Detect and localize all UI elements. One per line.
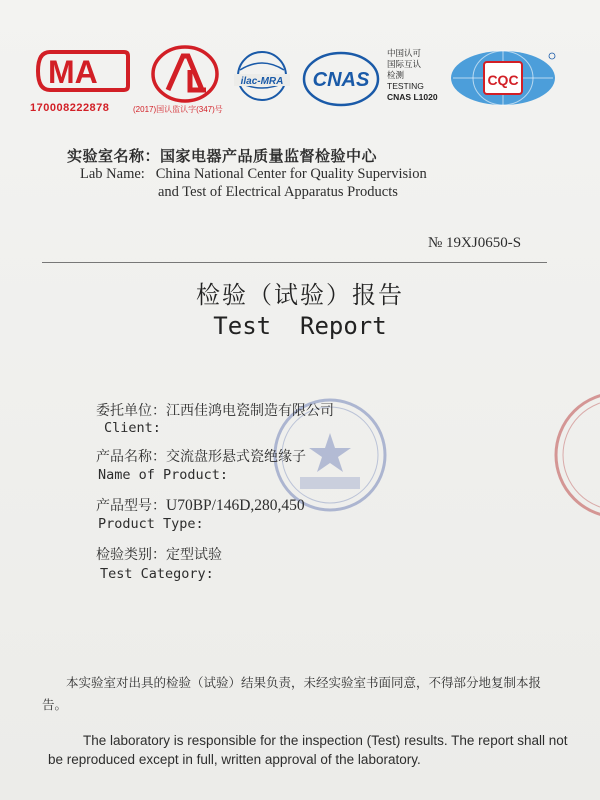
cal-number: (2017)国认监认字(347)号	[133, 105, 223, 114]
type-label-en: Product Type:	[98, 516, 204, 532]
svg-text:CNAS: CNAS	[312, 69, 370, 91]
client-row	[96, 400, 334, 420]
client-value: 江西佳鸿电瓷制造有限公司	[166, 403, 334, 419]
accreditation-logos	[0, 38, 600, 118]
cnas-logo-icon	[302, 50, 380, 108]
cma-logo-icon	[32, 46, 132, 96]
product-label-en: Name of Product:	[98, 467, 229, 483]
type-row	[96, 495, 305, 515]
svg-text:MA: MA	[48, 54, 98, 90]
cma-number: 170008222878	[30, 102, 110, 114]
client-label-en: Client:	[104, 420, 161, 436]
type-label-cn: 产品型号：	[96, 498, 166, 514]
type-value: U70BP/146D,280,450	[166, 497, 305, 514]
report-title-en: Test Report	[213, 312, 387, 340]
lab-name-en-line2: and Test of Electrical Apparatus Products	[158, 184, 398, 200]
product-label-cn: 产品名称：	[96, 449, 166, 465]
cnas-caption-line: TESTING	[387, 81, 424, 91]
disclaimer-cn: 本实验室对出具的检验（试验）结果负责，未经实验室书面同意，不得部分地复制本报告。	[42, 675, 542, 712]
product-value: 交流盘形悬式瓷绝缘子	[166, 449, 306, 465]
disclaimer-en: The laboratory is responsible for the inspection (Test) results. The report shall not be reproduced except in full, written approval of the laboratory.	[48, 733, 568, 767]
cqc-globe-logo-icon	[448, 48, 558, 108]
cnas-caption-line: CNAS L1020	[387, 92, 438, 102]
svg-text:CQC: CQC	[487, 72, 519, 88]
ilac-mra-logo-icon	[228, 48, 296, 110]
cnas-caption-line: 中国认可	[387, 48, 422, 58]
cnas-caption-line: 国际互认	[387, 59, 422, 69]
cnas-caption-line: 检测	[387, 70, 405, 80]
cal-logo-icon	[150, 44, 220, 104]
category-value: 定型试验	[166, 547, 222, 563]
lab-name-en-line1: Lab Name: China National Center for Quality Supervision	[80, 166, 427, 182]
category-label-cn: 检验类别：	[96, 547, 166, 563]
category-label-en: Test Category:	[100, 566, 214, 582]
divider	[42, 262, 547, 263]
cnas-caption	[387, 48, 438, 103]
product-row	[96, 446, 306, 466]
report-number: № 19XJ0650-S	[428, 235, 522, 251]
category-row	[96, 544, 222, 564]
report-title-cn: 检验（试验）报告	[196, 281, 404, 309]
lab-name-cn: 实验室名称：国家电器产品质量监督检验中心	[67, 147, 378, 165]
red-seal-icon	[548, 385, 600, 525]
svg-text:ilac-MRA: ilac-MRA	[240, 76, 284, 87]
client-label-cn: 委托单位：	[96, 403, 166, 419]
